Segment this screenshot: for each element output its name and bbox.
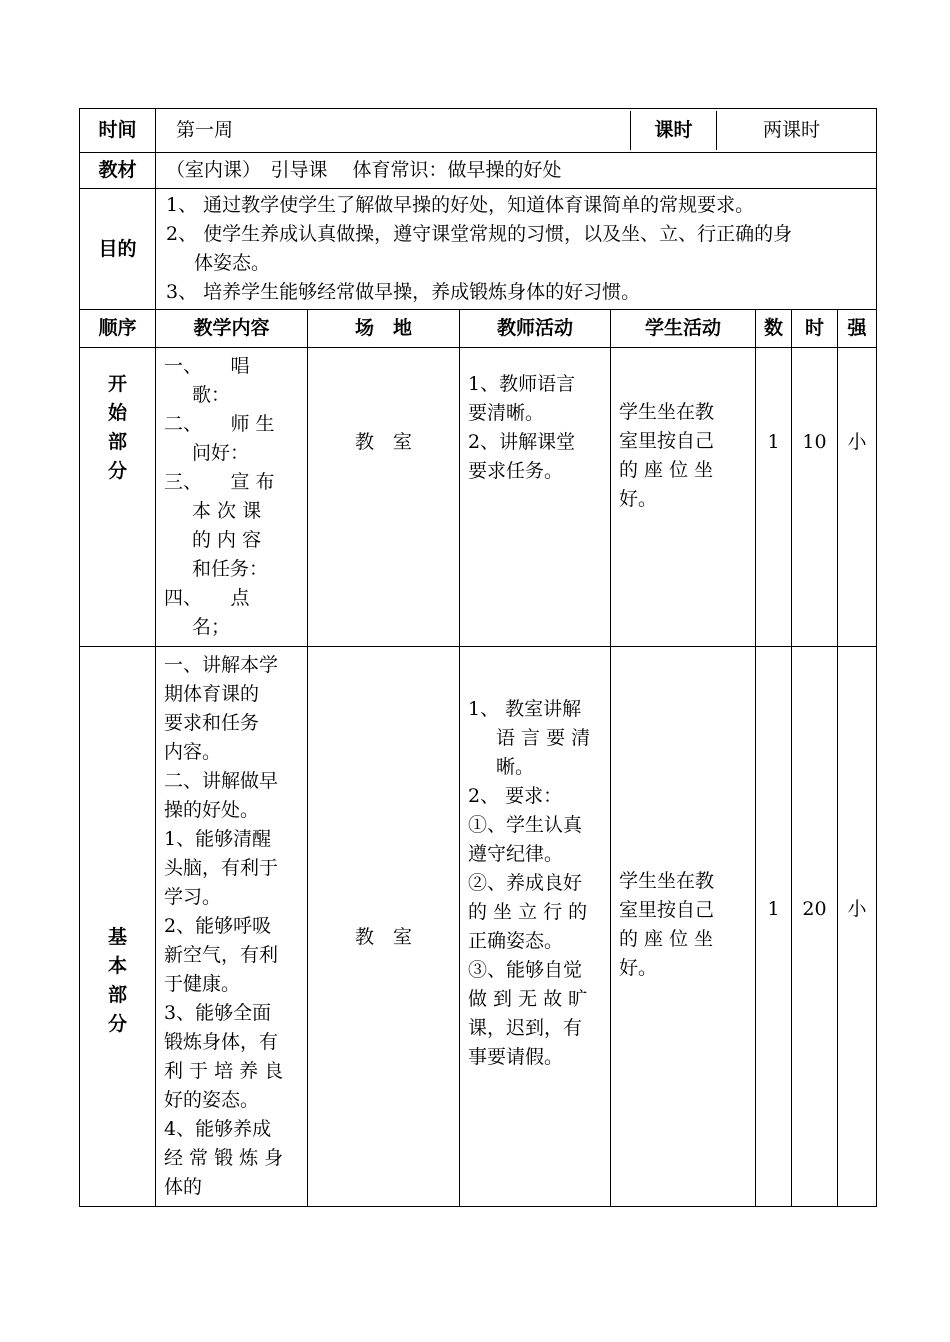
content-line: 利 于 培 养 良: [164, 1060, 284, 1082]
time-period-wrap: [166, 111, 866, 150]
teacher-line: 2、 要求：: [468, 785, 563, 807]
period-value: 两课时: [762, 119, 820, 141]
section-cell: [80, 647, 156, 1207]
col-student: 学生活动: [611, 310, 756, 348]
content-line: 一、 唱: [164, 355, 250, 377]
col-order: 顺序: [80, 310, 156, 348]
teacher-line: 课，迟到，有: [468, 1017, 583, 1039]
student-line: 好。: [619, 957, 658, 979]
content-line: 锻炼身体，有: [164, 1031, 279, 1053]
content-line: 于健康。: [164, 973, 241, 995]
content-line: 经 常 锻 炼 身: [164, 1147, 284, 1169]
count-cell: 1: [756, 647, 792, 1207]
col-teacher: 教师活动: [460, 310, 611, 348]
teacher-line: 晰。: [496, 756, 535, 778]
content-line: 问好：: [192, 442, 250, 464]
content-line: 头脑，有利于: [164, 857, 279, 879]
content-line: 体的: [164, 1176, 203, 1198]
teacher-line: 做 到 无 故 旷: [468, 988, 588, 1010]
content-line: 本 次 课: [192, 500, 262, 522]
content-line: 4、能够养成: [164, 1118, 272, 1140]
content-line: 四、 点: [164, 587, 250, 609]
section-cell: [80, 348, 156, 647]
table-row-basic: [80, 647, 877, 1207]
section-label: 开始部分: [108, 373, 128, 482]
table-row-opening: [80, 348, 877, 647]
student-line: 室里按自己: [619, 899, 715, 921]
goal-item: 3、 培养学生能够经常做早操，养成锻炼身体的好习惯。: [166, 281, 641, 303]
goal-item: 体姿态。: [194, 252, 271, 274]
col-time: 时: [792, 310, 838, 348]
content-cell: [156, 348, 308, 647]
venue-text: 教 室: [354, 926, 412, 948]
content-line: 二、 师 生: [164, 413, 275, 435]
time-label: 时间: [80, 109, 156, 153]
content-line: 三、 宣 布: [164, 471, 275, 493]
header-row-material: [80, 153, 877, 189]
venue-cell: [308, 348, 460, 647]
header-row-goal: [80, 189, 877, 310]
teacher-line: 正确姿态。: [468, 930, 564, 952]
student-cell: [611, 348, 756, 647]
teacher-line: 语 言 要 清: [496, 727, 591, 749]
venue-text: 教 室: [354, 431, 412, 453]
content-line: 新空气，有利: [164, 944, 279, 966]
student-line: 学生坐在教: [619, 870, 715, 892]
col-count: 数: [756, 310, 792, 348]
material-label: 教材: [80, 153, 156, 189]
intensity-cell: 小: [838, 647, 877, 1207]
header-row-time: [80, 109, 877, 153]
count-cell: 1: [756, 348, 792, 647]
period-label: 课时: [631, 111, 717, 150]
lesson-plan-table: [79, 108, 877, 1207]
content-line: 学习。: [164, 886, 222, 908]
content-line: 操的好处。: [164, 799, 260, 821]
teacher-cell: [460, 348, 611, 647]
student-line: 好。: [619, 488, 658, 510]
time-cell: 10: [792, 348, 838, 647]
col-content: 教学内容: [156, 310, 308, 348]
content-cell: [156, 647, 308, 1207]
content-line: 歌：: [192, 384, 231, 406]
teacher-line: 1、教师语言: [468, 373, 576, 395]
time-cell: 20: [792, 647, 838, 1207]
content-line: 的 内 容: [192, 529, 262, 551]
content-line: 期体育课的: [164, 683, 260, 705]
content-line: 内容。: [164, 741, 222, 763]
content-line: 2、能够呼吸: [164, 915, 272, 937]
student-line: 室里按自己: [619, 430, 715, 452]
teacher-line: 要清晰。: [468, 402, 545, 424]
material-value: （室内课） 引导课 体育常识：做早操的好处: [156, 153, 877, 189]
time-value: [156, 109, 877, 153]
intensity-cell: 小: [838, 348, 877, 647]
goal-item: 1、 通过教学使学生了解做早操的好处，知道体育课简单的常规要求。: [166, 194, 755, 216]
goal-label: 目的: [80, 189, 156, 310]
student-cell: [611, 647, 756, 1207]
teacher-line: 要求任务。: [468, 460, 564, 482]
venue-cell: [308, 647, 460, 1207]
goal-list: [156, 189, 877, 310]
student-line: 的 座 位 坐: [619, 459, 714, 481]
section-label: 基本部分: [108, 926, 128, 1035]
content-line: 要求和任务: [164, 712, 260, 734]
col-venue: 场 地: [308, 310, 460, 348]
content-line: 1、能够清醒: [164, 828, 272, 850]
teacher-line: ③、能够自觉: [468, 959, 583, 981]
teacher-cell: [460, 647, 611, 1207]
student-line: 的 座 位 坐: [619, 928, 714, 950]
teacher-line: 2、讲解课堂: [468, 431, 576, 453]
teacher-line: 事要请假。: [468, 1046, 564, 1068]
teacher-line: 1、 教室讲解: [468, 698, 582, 720]
teacher-line: 遵守纪律。: [468, 843, 564, 865]
content-line: 二、讲解做早: [164, 770, 279, 792]
column-header-row: [80, 310, 877, 348]
content-line: 和任务：: [192, 558, 269, 580]
time-value-text: 第一周: [166, 111, 631, 150]
content-line: 好的姿态。: [164, 1089, 260, 1111]
student-line: 学生坐在教: [619, 401, 715, 423]
content-line: 3、能够全面: [164, 1002, 272, 1024]
teacher-line: 的 坐 立 行 的: [468, 901, 588, 923]
content-line: 一、讲解本学: [164, 654, 279, 676]
teacher-line: ②、养成良好: [468, 872, 583, 894]
goal-item: 2、 使学生养成认真做操，遵守课堂常规的习惯，以及坐、立、行正确的身: [166, 223, 793, 245]
teacher-line: ①、学生认真: [468, 814, 583, 836]
col-intensity: 强: [838, 310, 877, 348]
content-line: 名；: [192, 616, 231, 638]
